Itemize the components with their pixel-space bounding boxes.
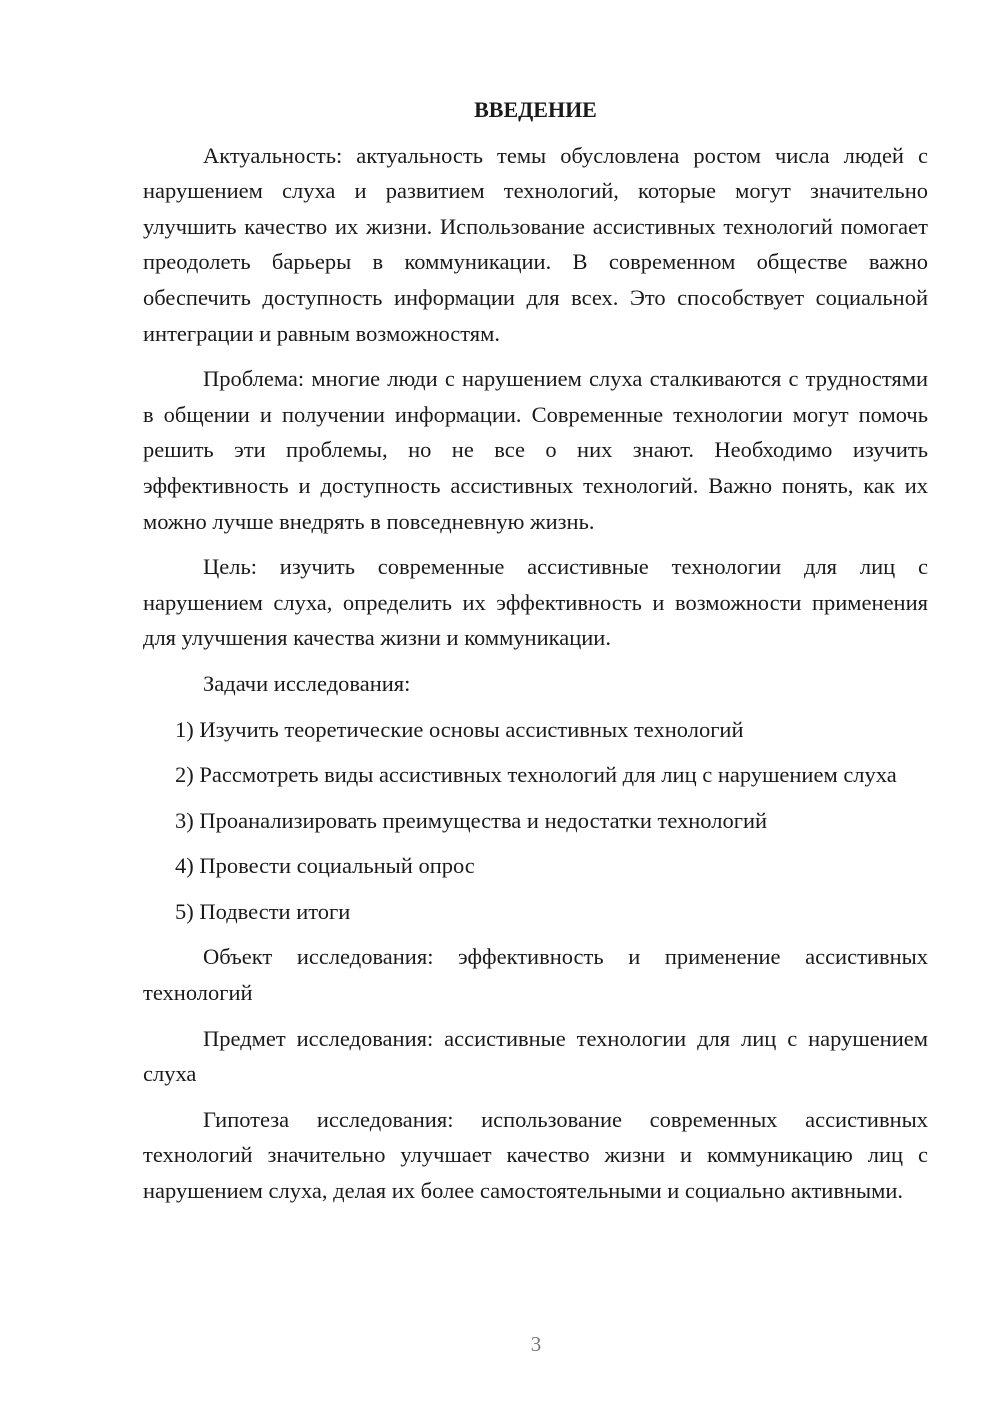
task-item-4: 4) Провести социальный опрос <box>175 853 475 879</box>
paragraph-tasks-heading: Задачи исследования: <box>203 670 411 696</box>
task-item-2: 2) Рассмотреть виды ассистивных технологий для лиц с нарушением слуха <box>175 762 897 788</box>
paragraph-relevance: Актуальность: актуальность темы обусловлена ростом числа людей с нарушением слуха и развитием технологий, которые могут значительно улучшить качество их жизни. Использование ассистивных технологий помогает преодолеть барьеры в коммуникации. В современном обществе важно обеспечить доступность информации для всех. Это способствует социальной интеграции и равным возможностям. <box>143 142 928 346</box>
page-number: 3 <box>530 1332 542 1356</box>
document-body <box>143 92 928 1219</box>
paragraph-hypothesis: Гипотеза исследования: использование современных ассистивных технологий значительно улучшает качество жизни и коммуникацию лиц с нарушением слуха, делая их более самостоятельными и социально активными. <box>143 1106 928 1204</box>
paragraph-subject: Предмет исследования: ассистивные технологии для лиц с нарушением слуха <box>143 1025 928 1087</box>
task-item-3: 3) Проанализировать преимущества и недостатки технологий <box>175 807 768 833</box>
paragraph-goal: Цель: изучить современные ассистивные технологии для лиц с нарушением слуха, определить их эффективность и возможности применения для улучшения качества жизни и коммуникации. <box>143 554 928 651</box>
task-item-5: 5) Подвести итоги <box>175 898 351 924</box>
paragraph-object: Объект исследования: эффективность и применение ассистивных технологий <box>143 944 928 1006</box>
paragraph-problem: Проблема: многие люди с нарушением слуха сталкиваются с трудностями в общении и получении информации. Современные технологии могут помочь решить эти проблемы, но не все о них знают. Необходимо изучить эффективность и доступность ассистивных технологий. Важно понять, как их можно лучше внедрять в повседневную жизнь. <box>143 366 928 534</box>
task-item-1: 1) Изучить теоретические основы ассистивных технологий <box>175 716 744 742</box>
page-title: ВВЕДЕНИЕ <box>474 97 597 122</box>
